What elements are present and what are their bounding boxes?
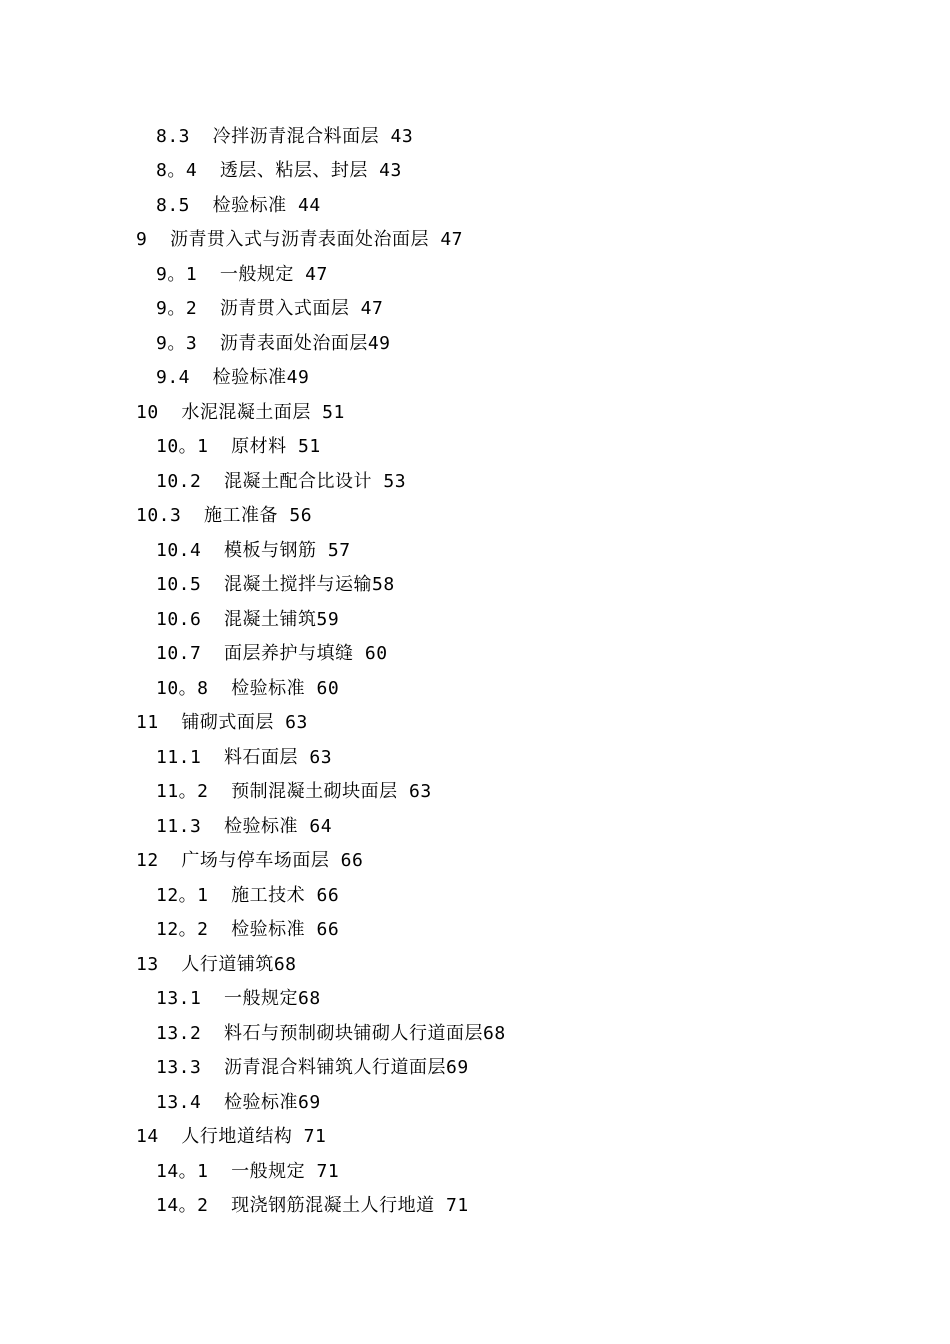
toc-entry-10-8: 10。8 检验标准 60 (156, 678, 340, 699)
toc-entry-13-3: 13.3 沥青混合料铺筑人行道面层69 (156, 1057, 469, 1078)
toc-entry-9-2: 9。2 沥青贯入式面层 47 (156, 298, 384, 319)
toc-entry-14: 14 人行地道结构 71 (136, 1126, 327, 1147)
toc-entry-12-1: 12。1 施工技术 66 (156, 885, 340, 906)
toc-entry-10-4: 10.4 模板与钢筋 57 (156, 540, 351, 561)
toc-entry-9-4: 9.4 检验标准49 (156, 367, 310, 388)
toc-entry-10-3: 10.3 施工准备 56 (136, 505, 313, 526)
toc-entry-8-5: 8.5 检验标准 44 (156, 195, 321, 216)
toc-entry-13-1: 13.1 一般规定68 (156, 988, 321, 1009)
toc-entry-8-4: 8。4 透层、粘层、封层 43 (156, 160, 402, 181)
toc-entry-10-6: 10.6 混凝土铺筑59 (156, 609, 340, 630)
toc-entry-11-3: 11.3 检验标准 64 (156, 816, 333, 837)
toc-entry-10-1: 10。1 原材料 51 (156, 436, 321, 457)
toc-entry-14-2: 14。2 现浇钢筋混凝土人行地道 71 (156, 1195, 469, 1216)
toc-entry-8-3: 8.3 冷拌沥青混合料面层 43 (156, 126, 414, 147)
toc-entry-13: 13 人行道铺筑68 (136, 954, 297, 975)
toc-entry-10-2: 10.2 混凝土配合比设计 53 (156, 471, 407, 492)
toc-entry-12-2: 12。2 检验标准 66 (156, 919, 340, 940)
toc-entry-11-1: 11.1 料石面层 63 (156, 747, 333, 768)
toc-entry-10: 10 水泥混凝土面层 51 (136, 402, 345, 423)
toc-entry-10-7: 10.7 面层养护与填缝 60 (156, 643, 388, 664)
toc-entry-13-4: 13.4 检验标准69 (156, 1092, 321, 1113)
toc-entry-14-1: 14。1 一般规定 71 (156, 1161, 340, 1182)
toc-entry-9: 9 沥青贯入式与沥青表面处治面层 47 (136, 229, 464, 250)
toc-entry-9-1: 9。1 一般规定 47 (156, 264, 328, 285)
toc-entry-9-3: 9。3 沥青表面处治面层49 (156, 333, 391, 354)
toc-entry-12: 12 广场与停车场面层 66 (136, 850, 364, 871)
toc-entry-11-2: 11。2 预制混凝土砌块面层 63 (156, 781, 432, 802)
toc-entry-10-5: 10.5 混凝土搅拌与运输58 (156, 574, 395, 595)
toc-entry-11: 11 铺砌式面层 63 (136, 712, 308, 733)
toc-entry-13-2: 13.2 料石与预制砌块铺砌人行道面层68 (156, 1023, 506, 1044)
